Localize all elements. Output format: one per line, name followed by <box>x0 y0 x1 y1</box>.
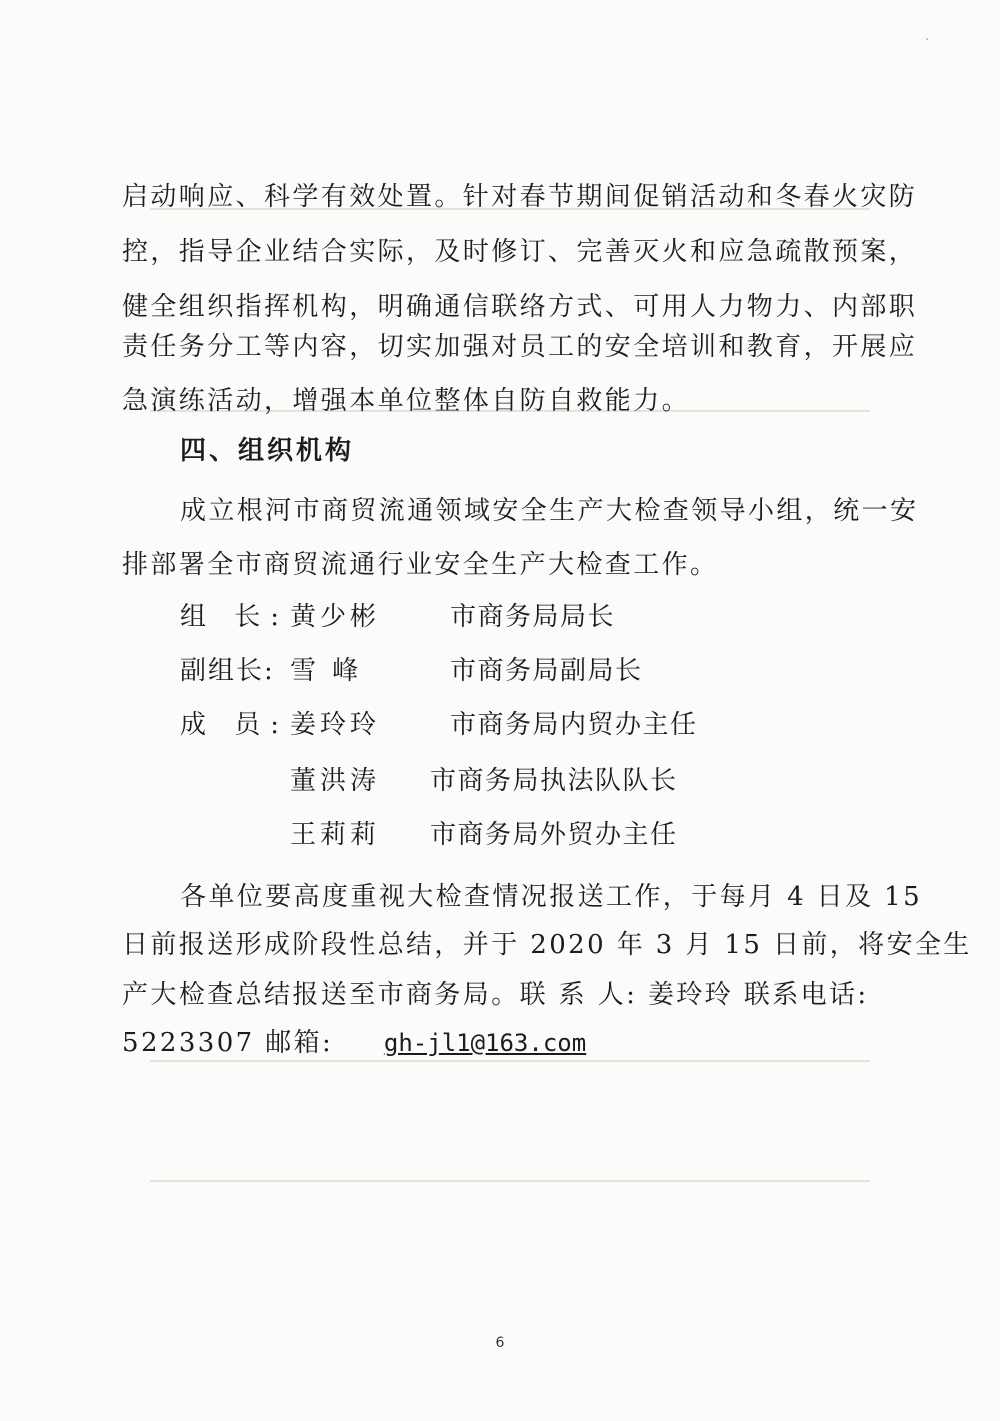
paragraph3-line-1: 各单位要高度重视大检查情况报送工作，于每月 4 日及 15 <box>180 882 923 912</box>
paragraph2-line-1: 成立根河市商贸流通领域安全生产大检查领导小组，统一安 <box>180 496 919 526</box>
member-role: 成 员: <box>180 710 290 740</box>
bleed-through-line <box>150 1060 870 1062</box>
member-row <box>290 764 678 798</box>
paragraph1-line-2: 控，指导企业结合实际，及时修订、完善灭火和应急疏散预案， <box>122 237 918 267</box>
member-role: 副组长: <box>180 656 275 686</box>
paragraph3-line-2: 日前报送形成阶段性总结，并于 2020 年 3 月 15 日前，将安全生 <box>122 930 972 960</box>
member-name: 姜玲玲 <box>290 710 381 740</box>
member-row <box>180 708 698 742</box>
member-name: 黄少彬 <box>290 602 381 632</box>
member-name: 董洪涛 <box>290 766 381 796</box>
member-name: 王莉莉 <box>290 820 381 850</box>
paragraph2-line-2: 排部署全市商贸流通行业安全生产大检查工作。 <box>122 550 719 580</box>
member-name: 雪 峰 <box>290 656 363 686</box>
section-heading: 四、组织机构 <box>180 436 355 466</box>
paragraph1-line-1: 启动响应、科学有效处置。针对春节期间促销活动和冬春火灾防 <box>122 182 918 212</box>
paragraph3-line-3: 产大检查总结报送至市商务局。联 系 人: 姜玲玲 联系电话: <box>122 980 869 1010</box>
contact-line <box>122 1026 586 1060</box>
member-title: 市商务局外贸办主任 <box>430 820 678 850</box>
page-number: 6 <box>495 1335 505 1351</box>
member-row <box>290 818 678 852</box>
paragraph1-line-3: 健全组织指挥机构，明确通信联络方式、可用人力物力、内部职 <box>122 292 918 322</box>
bleed-through-line <box>150 1180 870 1182</box>
corner-mark: · <box>925 32 930 48</box>
paragraph1-line-4: 责任务分工等内容，切实加强对员工的安全培训和教育，开展应 <box>122 332 918 362</box>
contact-phone-label: 5223307 邮箱: <box>122 1028 334 1058</box>
email-link[interactable]: gh-jl1@163.com <box>383 1029 587 1057</box>
member-row <box>180 654 643 688</box>
member-row <box>180 600 615 634</box>
member-role: 组 长: <box>180 602 290 632</box>
member-title: 市商务局执法队队长 <box>430 766 678 796</box>
member-title: 市商务局内贸办主任 <box>450 710 698 740</box>
member-title: 市商务局副局长 <box>450 656 643 686</box>
paragraph1-line-5: 急演练活动，增强本单位整体自防自救能力。 <box>122 386 691 416</box>
member-title: 市商务局局长 <box>450 602 616 632</box>
